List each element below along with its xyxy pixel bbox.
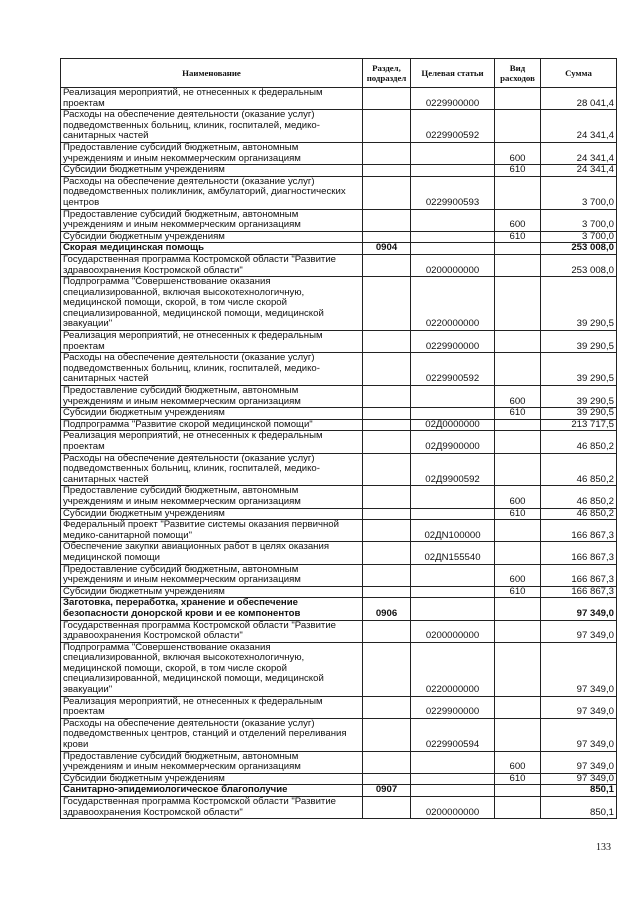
- cell-name: Подпрограмма "Совершенствование оказания специализированной, включая высокотехнологичную, медицинской помощи, скорой, в том числе скорой специализированной, медицинской помощи, медицинской эвакуации": [61, 277, 363, 331]
- cell-section: 0907: [363, 785, 411, 797]
- cell-sum: 97 349,0: [541, 751, 617, 773]
- cell-expense: [495, 243, 541, 255]
- cell-section: [363, 620, 411, 642]
- cell-section: [363, 176, 411, 209]
- cell-sum: 850,1: [541, 797, 617, 819]
- cell-target: 0229900592: [411, 353, 495, 386]
- cell-name: Субсидии бюджетным учреждениям: [61, 408, 363, 420]
- table-row: [61, 564, 617, 586]
- cell-target: 0220000000: [411, 277, 495, 331]
- table-row: [61, 254, 617, 276]
- cell-section: [363, 542, 411, 564]
- table-row: [61, 718, 617, 751]
- cell-section: [363, 486, 411, 508]
- table-header-row: [61, 59, 617, 88]
- cell-sum: 3 700,0: [541, 209, 617, 231]
- cell-name: Заготовка, переработка, хранение и обеспечение безопасности донорской крови и ее компонентов: [61, 598, 363, 620]
- table-row: [61, 586, 617, 598]
- table-row: [61, 542, 617, 564]
- cell-sum: 166 867,3: [541, 520, 617, 542]
- cell-sum: 3 700,0: [541, 231, 617, 243]
- cell-name: Субсидии бюджетным учреждениям: [61, 508, 363, 520]
- cell-sum: 253 008,0: [541, 243, 617, 255]
- table-row: [61, 508, 617, 520]
- cell-expense: [495, 520, 541, 542]
- cell-name: Государственная программа Костромской области "Развитие здравоохранения Костромской области": [61, 254, 363, 276]
- cell-expense: [495, 277, 541, 331]
- cell-target: 0229900000: [411, 331, 495, 353]
- table-row: [61, 176, 617, 209]
- cell-target: 0200000000: [411, 620, 495, 642]
- budget-table: [60, 58, 617, 819]
- table-row: [61, 797, 617, 819]
- cell-expense: 610: [495, 586, 541, 598]
- page-number: 133: [596, 842, 611, 853]
- cell-expense: [495, 542, 541, 564]
- table-row: [61, 419, 617, 431]
- table-row: [61, 751, 617, 773]
- cell-sum: 166 867,3: [541, 586, 617, 598]
- cell-name: Расходы на обеспечение деятельности (оказание услуг) подведомственных больниц, клиник, госпиталей, медико-санитарных частей: [61, 353, 363, 386]
- cell-expense: [495, 110, 541, 143]
- cell-sum: 28 041,4: [541, 88, 617, 110]
- cell-target: [411, 165, 495, 177]
- table-row: [61, 642, 617, 696]
- cell-target: 0229900000: [411, 696, 495, 718]
- cell-section: [363, 165, 411, 177]
- cell-target: 0220000000: [411, 642, 495, 696]
- cell-name: Предоставление субсидий бюджетным, автономным учреждениям и иным некоммерческим организациям: [61, 209, 363, 231]
- cell-expense: [495, 88, 541, 110]
- cell-name: Расходы на обеспечение деятельности (оказание услуг) подведомственных центров, станций и отделений переливания крови: [61, 718, 363, 751]
- table-row: [61, 331, 617, 353]
- table-row: [61, 243, 617, 255]
- cell-expense: 600: [495, 486, 541, 508]
- cell-sum: 97 349,0: [541, 773, 617, 785]
- cell-sum: 97 349,0: [541, 598, 617, 620]
- cell-name: Подпрограмма "Развитие скорой медицинской помощи": [61, 419, 363, 431]
- table-row: [61, 520, 617, 542]
- table-body: [61, 88, 617, 819]
- cell-sum: 39 290,5: [541, 331, 617, 353]
- cell-target: [411, 785, 495, 797]
- cell-section: [363, 419, 411, 431]
- cell-target: 02ДN155540: [411, 542, 495, 564]
- cell-section: [363, 718, 411, 751]
- cell-expense: 610: [495, 231, 541, 243]
- table-row: [61, 431, 617, 453]
- cell-section: [363, 209, 411, 231]
- table-row: [61, 773, 617, 785]
- cell-target: 0229900000: [411, 88, 495, 110]
- cell-section: [363, 331, 411, 353]
- table-row: [61, 408, 617, 420]
- cell-name: Субсидии бюджетным учреждениям: [61, 165, 363, 177]
- cell-section: [363, 88, 411, 110]
- cell-section: [363, 642, 411, 696]
- cell-name: Предоставление субсидий бюджетным, автономным учреждениям и иным некоммерческим организациям: [61, 564, 363, 586]
- cell-name: Реализация мероприятий, не отнесенных к федеральным проектам: [61, 331, 363, 353]
- cell-expense: [495, 785, 541, 797]
- cell-expense: [495, 718, 541, 751]
- cell-target: 0229900593: [411, 176, 495, 209]
- cell-name: Реализация мероприятий, не отнесенных к федеральным проектам: [61, 696, 363, 718]
- cell-expense: [495, 620, 541, 642]
- cell-section: [363, 751, 411, 773]
- cell-sum: 97 349,0: [541, 718, 617, 751]
- table-row: [61, 453, 617, 486]
- cell-sum: 97 349,0: [541, 696, 617, 718]
- cell-sum: 166 867,3: [541, 542, 617, 564]
- cell-sum: 39 290,5: [541, 408, 617, 420]
- cell-target: [411, 142, 495, 164]
- cell-section: [363, 797, 411, 819]
- cell-sum: 46 850,2: [541, 453, 617, 486]
- cell-expense: [495, 254, 541, 276]
- cell-section: [363, 431, 411, 453]
- table-row: [61, 209, 617, 231]
- table-row: [61, 696, 617, 718]
- cell-section: [363, 453, 411, 486]
- cell-name: Предоставление субсидий бюджетным, автономным учреждениям и иным некоммерческим организациям: [61, 386, 363, 408]
- cell-name: Реализация мероприятий, не отнесенных к федеральным проектам: [61, 431, 363, 453]
- cell-target: [411, 564, 495, 586]
- cell-name: Подпрограмма "Совершенствование оказания специализированной, включая высокотехнологичную, медицинской помощи, скорой, в том числе скорой специализированной, медицинской помощи, медицинской эвакуации": [61, 642, 363, 696]
- cell-section: 0904: [363, 243, 411, 255]
- cell-target: 0229900594: [411, 718, 495, 751]
- cell-expense: 600: [495, 142, 541, 164]
- cell-name: Расходы на обеспечение деятельности (оказание услуг) подведомственных поликлиник, амбулаторий, диагностических центров: [61, 176, 363, 209]
- cell-name: Федеральный проект "Развитие системы оказания первичной медико-санитарной помощи": [61, 520, 363, 542]
- cell-target: 0200000000: [411, 797, 495, 819]
- cell-sum: 39 290,5: [541, 386, 617, 408]
- cell-target: [411, 773, 495, 785]
- cell-section: [363, 696, 411, 718]
- cell-name: Расходы на обеспечение деятельности (оказание услуг) подведомственных больниц, клиник, госпиталей, медико-санитарных частей: [61, 453, 363, 486]
- cell-expense: 600: [495, 386, 541, 408]
- cell-name: Субсидии бюджетным учреждениям: [61, 231, 363, 243]
- cell-section: [363, 142, 411, 164]
- cell-expense: 610: [495, 408, 541, 420]
- cell-section: [363, 110, 411, 143]
- cell-sum: 253 008,0: [541, 254, 617, 276]
- cell-expense: [495, 431, 541, 453]
- cell-expense: 610: [495, 773, 541, 785]
- cell-sum: 213 717,5: [541, 419, 617, 431]
- cell-name: Расходы на обеспечение деятельности (оказание услуг) подведомственных больниц, клиник, госпиталей, медико-санитарных частей: [61, 110, 363, 143]
- cell-name: Санитарно-эпидемиологическое благополучие: [61, 785, 363, 797]
- cell-name: Реализация мероприятий, не отнесенных к федеральным проектам: [61, 88, 363, 110]
- cell-target: 02Д9900000: [411, 431, 495, 453]
- header-sum: Сумма: [541, 59, 617, 88]
- table-row: [61, 277, 617, 331]
- cell-sum: 46 850,2: [541, 486, 617, 508]
- cell-section: [363, 773, 411, 785]
- cell-name: Предоставление субсидий бюджетным, автономным учреждениям и иным некоммерческим организациям: [61, 486, 363, 508]
- table-row: [61, 142, 617, 164]
- table-row: [61, 620, 617, 642]
- cell-target: [411, 751, 495, 773]
- cell-target: [411, 586, 495, 598]
- header-target: Целевая статьи: [411, 59, 495, 88]
- cell-expense: 610: [495, 508, 541, 520]
- cell-sum: 850,1: [541, 785, 617, 797]
- cell-sum: 46 850,2: [541, 508, 617, 520]
- cell-section: [363, 508, 411, 520]
- cell-target: [411, 231, 495, 243]
- cell-name: Обеспечение закупки авиационных работ в целях оказания медицинской помощи: [61, 542, 363, 564]
- cell-sum: 46 850,2: [541, 431, 617, 453]
- cell-sum: 39 290,5: [541, 277, 617, 331]
- cell-target: [411, 598, 495, 620]
- cell-sum: 39 290,5: [541, 353, 617, 386]
- cell-name: Предоставление субсидий бюджетным, автономным учреждениям и иным некоммерческим организациям: [61, 142, 363, 164]
- table-row: [61, 110, 617, 143]
- header-name: Наименование: [61, 59, 363, 88]
- cell-target: 0229900592: [411, 110, 495, 143]
- cell-target: [411, 508, 495, 520]
- cell-expense: [495, 696, 541, 718]
- cell-expense: [495, 419, 541, 431]
- table-row: [61, 598, 617, 620]
- cell-section: [363, 386, 411, 408]
- table-row: [61, 165, 617, 177]
- cell-section: [363, 520, 411, 542]
- cell-sum: 24 341,4: [541, 142, 617, 164]
- cell-target: [411, 486, 495, 508]
- cell-target: [411, 243, 495, 255]
- table-row: [61, 88, 617, 110]
- cell-target: [411, 209, 495, 231]
- cell-name: Субсидии бюджетным учреждениям: [61, 773, 363, 785]
- table-row: [61, 785, 617, 797]
- cell-target: 02Д0000000: [411, 419, 495, 431]
- cell-expense: [495, 176, 541, 209]
- cell-expense: [495, 331, 541, 353]
- cell-name: Скорая медицинская помощь: [61, 243, 363, 255]
- cell-section: [363, 353, 411, 386]
- cell-expense: [495, 453, 541, 486]
- cell-name: Предоставление субсидий бюджетным, автономным учреждениям и иным некоммерческим организациям: [61, 751, 363, 773]
- cell-expense: 600: [495, 209, 541, 231]
- cell-sum: 24 341,4: [541, 165, 617, 177]
- cell-sum: 3 700,0: [541, 176, 617, 209]
- cell-expense: 600: [495, 751, 541, 773]
- cell-expense: [495, 598, 541, 620]
- cell-target: 02Д9900592: [411, 453, 495, 486]
- cell-sum: 24 341,4: [541, 110, 617, 143]
- cell-section: 0906: [363, 598, 411, 620]
- cell-target: [411, 408, 495, 420]
- header-expense: Вид расходов: [495, 59, 541, 88]
- cell-section: [363, 231, 411, 243]
- table-row: [61, 231, 617, 243]
- cell-expense: 600: [495, 564, 541, 586]
- cell-section: [363, 564, 411, 586]
- cell-sum: 166 867,3: [541, 564, 617, 586]
- cell-section: [363, 586, 411, 598]
- cell-target: 0200000000: [411, 254, 495, 276]
- cell-section: [363, 254, 411, 276]
- cell-target: [411, 386, 495, 408]
- cell-name: Субсидии бюджетным учреждениям: [61, 586, 363, 598]
- cell-name: Государственная программа Костромской области "Развитие здравоохранения Костромской области": [61, 620, 363, 642]
- cell-expense: [495, 797, 541, 819]
- table-row: [61, 486, 617, 508]
- cell-section: [363, 408, 411, 420]
- table-row: [61, 353, 617, 386]
- cell-expense: 610: [495, 165, 541, 177]
- cell-expense: [495, 642, 541, 696]
- cell-sum: 97 349,0: [541, 620, 617, 642]
- cell-section: [363, 277, 411, 331]
- cell-expense: [495, 353, 541, 386]
- cell-name: Государственная программа Костромской области "Развитие здравоохранения Костромской области": [61, 797, 363, 819]
- cell-target: 02ДN100000: [411, 520, 495, 542]
- table-row: [61, 386, 617, 408]
- header-section: Раздел, подраздел: [363, 59, 411, 88]
- cell-sum: 97 349,0: [541, 642, 617, 696]
